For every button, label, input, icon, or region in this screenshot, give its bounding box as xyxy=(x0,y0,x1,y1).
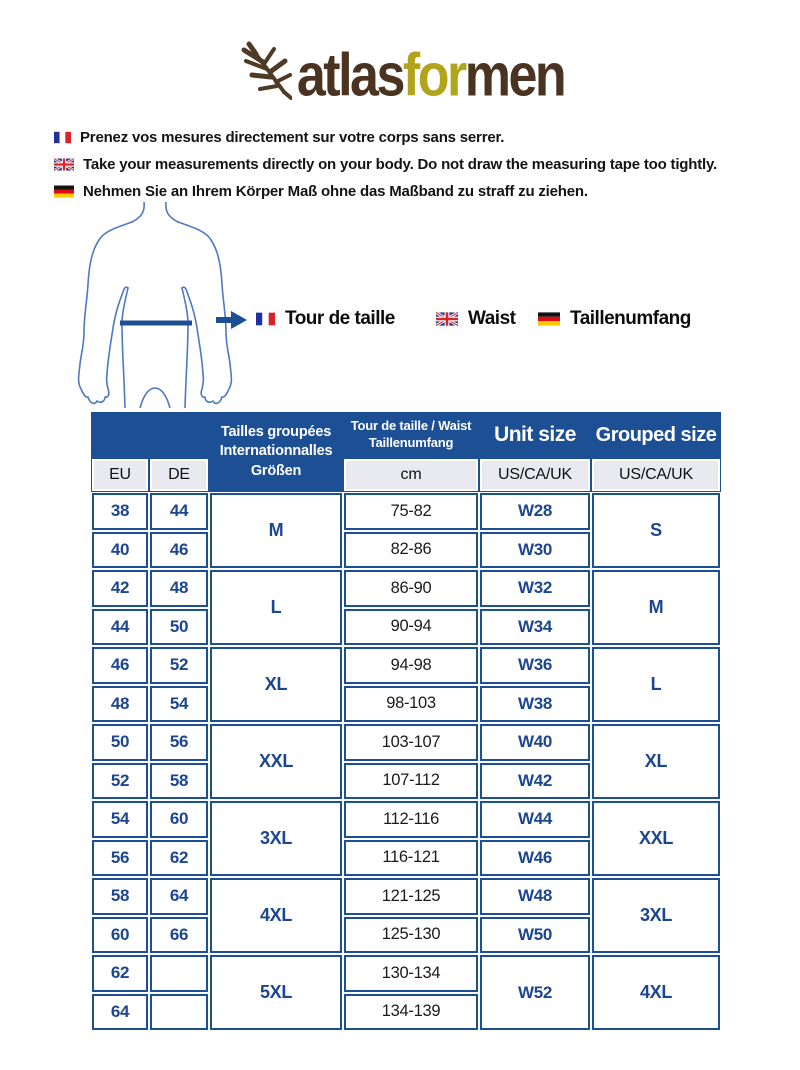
unit-size-cell: W32 xyxy=(480,570,590,607)
unit-size-cell: W36 xyxy=(480,647,590,684)
de-size-cell: 50 xyxy=(150,609,208,646)
eu-size-cell: 46 xyxy=(92,647,148,684)
de-size-cell: 60 xyxy=(150,801,208,838)
germany-flag-icon xyxy=(54,185,74,198)
tree-branch-icon xyxy=(236,40,292,100)
brand-word-men: men xyxy=(464,42,565,110)
de-size-cell: 44 xyxy=(150,493,208,530)
subheader-cm: cm xyxy=(344,459,478,491)
cm-range-cell: 98-103 xyxy=(344,686,478,723)
de-size-cell: 54 xyxy=(150,686,208,723)
eu-size-cell: 60 xyxy=(92,917,148,954)
de-size-cell xyxy=(150,994,208,1031)
unit-size-cell: W40 xyxy=(480,724,590,761)
header-intl-line2: Internationnalles xyxy=(219,443,333,460)
cm-range-cell: 94-98 xyxy=(344,647,478,684)
france-flag-icon xyxy=(256,312,275,326)
cm-range-cell: 121-125 xyxy=(344,878,478,915)
unit-size-cell: W46 xyxy=(480,840,590,877)
brand-word-for: for xyxy=(402,42,465,110)
measure-label-text-fr: Tour de taille xyxy=(285,308,395,329)
eu-size-cell: 62 xyxy=(92,955,148,992)
intl-size-cell: 3XL xyxy=(210,801,342,876)
eu-size-cell: 40 xyxy=(92,532,148,569)
intl-size-cell: XXL xyxy=(210,724,342,799)
cm-range-cell: 90-94 xyxy=(344,609,478,646)
header-unit-size: Unit size xyxy=(494,423,576,446)
instruction-text-de: Nehmen Sie an Ihrem Körper Maß ohne das Maßband zu straff zu ziehen. xyxy=(83,183,588,200)
grouped-size-cell: 4XL xyxy=(592,955,720,1030)
eu-size-cell: 42 xyxy=(92,570,148,607)
header-intl-line1: Tailles groupées xyxy=(220,424,332,441)
uk-flag-icon xyxy=(436,312,458,326)
subheader-eu: EU xyxy=(92,459,148,491)
cm-range-cell: 107-112 xyxy=(344,763,478,800)
france-flag-icon xyxy=(54,131,71,144)
header-international-sizes xyxy=(210,413,342,491)
cm-range-cell: 134-139 xyxy=(344,994,478,1031)
grouped-size-cell: XXL xyxy=(592,801,720,876)
instruction-row-fr xyxy=(54,124,717,151)
unit-size-cell: W50 xyxy=(480,917,590,954)
unit-size-cell: W44 xyxy=(480,801,590,838)
de-size-cell xyxy=(150,955,208,992)
intl-size-cell: 4XL xyxy=(210,878,342,953)
de-size-cell: 62 xyxy=(150,840,208,877)
torso-diagram xyxy=(74,202,264,408)
cm-range-cell: 130-134 xyxy=(344,955,478,992)
instruction-text-en: Take your measurements directly on your body. Do not draw the measuring tape too tightly. xyxy=(83,156,717,173)
cm-range-cell: 86-90 xyxy=(344,570,478,607)
eu-size-cell: 48 xyxy=(92,686,148,723)
brand-logo xyxy=(0,40,800,110)
instruction-row-de xyxy=(54,178,717,205)
uk-flag-icon xyxy=(54,158,74,171)
eu-size-cell: 50 xyxy=(92,724,148,761)
brand-wordmark xyxy=(297,40,564,112)
grouped-size-cell: L xyxy=(592,647,720,722)
grouped-size-cell: S xyxy=(592,493,720,568)
unit-size-cell: W38 xyxy=(480,686,590,723)
eu-size-cell: 56 xyxy=(92,840,148,877)
grouped-size-cell: XL xyxy=(592,724,720,799)
measure-label-text-de: Taillenumfang xyxy=(570,308,691,329)
cm-range-cell: 103-107 xyxy=(344,724,478,761)
header-waist xyxy=(344,413,478,457)
unit-size-cell: W28 xyxy=(480,493,590,530)
intl-size-cell: M xyxy=(210,493,342,568)
cm-range-cell: 116-121 xyxy=(344,840,478,877)
measure-label-text-en: Waist xyxy=(468,308,516,329)
eu-size-cell: 58 xyxy=(92,878,148,915)
germany-flag-icon xyxy=(538,312,560,326)
subheader-grouped-uscauk: US/CA/UK xyxy=(592,459,720,491)
measure-label-fr xyxy=(256,308,395,330)
cm-range-cell: 82-86 xyxy=(344,532,478,569)
size-table xyxy=(92,413,720,1030)
measuring-instructions xyxy=(54,124,717,205)
eu-size-cell: 38 xyxy=(92,493,148,530)
header-waist-line1: Tour de taille / Waist xyxy=(350,418,472,434)
de-size-cell: 52 xyxy=(150,647,208,684)
unit-size-cell: W48 xyxy=(480,878,590,915)
eu-size-cell: 52 xyxy=(92,763,148,800)
waist-arrow-icon xyxy=(216,311,247,329)
subheader-de: DE xyxy=(150,459,208,491)
eu-size-cell: 44 xyxy=(92,609,148,646)
de-size-cell: 48 xyxy=(150,570,208,607)
cm-range-cell: 75-82 xyxy=(344,493,478,530)
subheader-unit-uscauk: US/CA/UK xyxy=(480,459,590,491)
unit-size-cell: W52 xyxy=(480,955,590,1030)
de-size-cell: 46 xyxy=(150,532,208,569)
de-size-cell: 64 xyxy=(150,878,208,915)
unit-size-cell: W42 xyxy=(480,763,590,800)
header-intl-line3: Größen xyxy=(250,462,302,479)
de-size-cell: 56 xyxy=(150,724,208,761)
eu-size-cell: 64 xyxy=(92,994,148,1031)
unit-size-cell: W30 xyxy=(480,532,590,569)
instruction-text-fr: Prenez vos mesures directement sur votre corps sans serrer. xyxy=(80,129,505,146)
cm-range-cell: 112-116 xyxy=(344,801,478,838)
instruction-row-en xyxy=(54,151,717,178)
de-size-cell: 58 xyxy=(150,763,208,800)
brand-word-atlas: atlas xyxy=(296,42,403,110)
grouped-size-cell: 3XL xyxy=(592,878,720,953)
measure-label-de xyxy=(538,308,691,330)
header-waist-line2: Taillenumfang xyxy=(368,435,454,450)
intl-size-cell: L xyxy=(210,570,342,645)
eu-size-cell: 54 xyxy=(92,801,148,838)
cm-range-cell: 125-130 xyxy=(344,917,478,954)
header-grouped-size: Grouped size xyxy=(595,423,717,446)
unit-size-cell: W34 xyxy=(480,609,590,646)
de-size-cell: 66 xyxy=(150,917,208,954)
intl-size-cell: XL xyxy=(210,647,342,722)
intl-size-cell: 5XL xyxy=(210,955,342,1030)
measure-label-en xyxy=(436,308,515,330)
grouped-size-cell: M xyxy=(592,570,720,645)
